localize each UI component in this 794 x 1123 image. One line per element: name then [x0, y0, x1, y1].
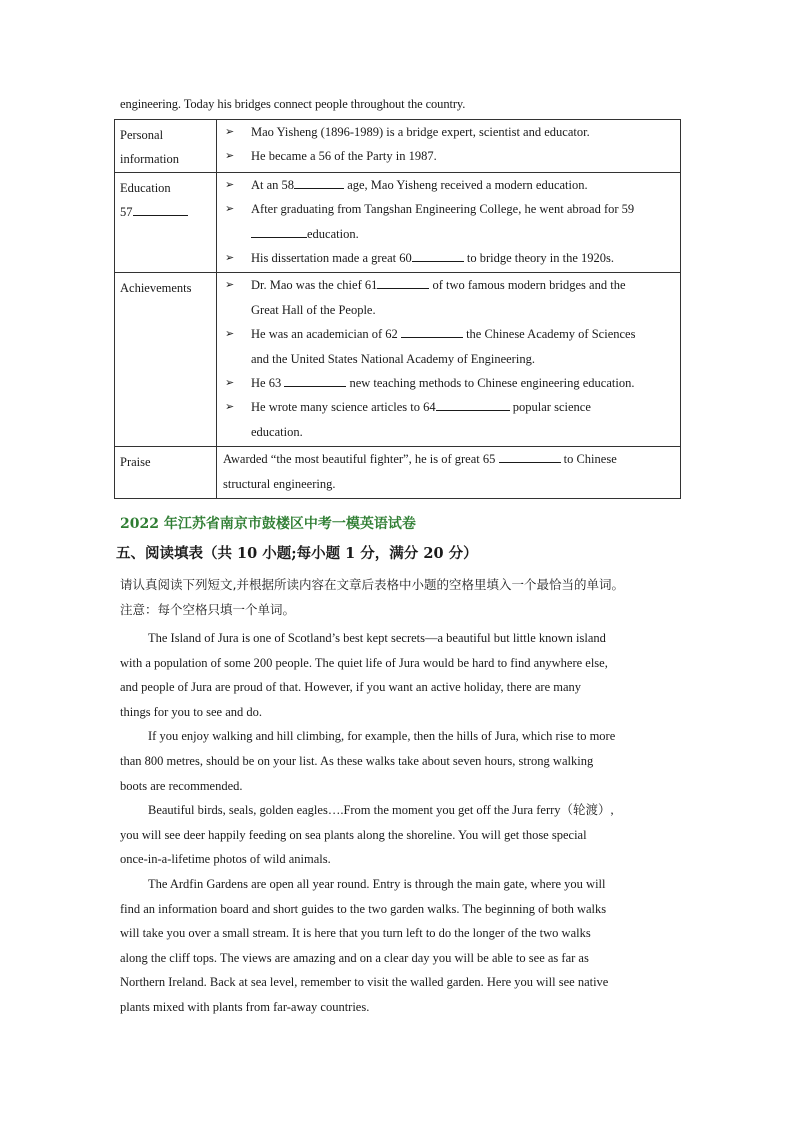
arrow-bullet-icon: ➢ — [225, 400, 235, 414]
paragraph: The Ardfin Gardens are open all year round. Entry is through the main gate, where you will find an information board and short guides to the two garden walks. The beginning of both walks will take you over a small stream. It is here that you turn left to do the longer of the two walks along the cliff tops. The views are amazing and on a clear day you will be able to see as far as Northern Ireland. Back at sea level, remember to visit the walled garden. Here you will see native plants mixed with plants from far-away countries. — [120, 876, 609, 1014]
content-cell — [217, 273, 681, 447]
category-label: Personal — [120, 128, 164, 142]
list-item: ➢ Dr. Mao was the chief 61 of two famous modern bridges and the Great Hall of the People. — [223, 273, 674, 322]
paragraph: The Island of Jura is one of Scotland’s best kept secrets—a beautiful but little known island with a population of some 200 people. The quiet life of Jura would be hard to find anywhere else, and people of Jura are proud of that. However, if you want an active holiday, there are many things for you to see and do. — [120, 631, 608, 719]
category-label: Praise — [120, 455, 151, 470]
list-item: ➢ After graduating from Tangshan Engineering College, he went abroad for 59 education. — [223, 197, 674, 246]
answer-blank[interactable] — [377, 275, 429, 289]
instruction-text: 请认真阅读下列短文,并根据所读内容在文章后表格中小题的空格里填入一个最恰当的单词。 — [120, 577, 624, 592]
arrow-bullet-icon: ➢ — [225, 149, 235, 163]
list-item: ➢ His dissertation made a great 60 to bridge theory in the 1920s. — [223, 246, 674, 270]
content-cell — [217, 447, 681, 499]
category-cell — [115, 273, 217, 447]
category-cell — [115, 172, 217, 273]
answer-blank[interactable] — [436, 397, 510, 411]
exam-title: 2022 年江苏省南京市鼓楼区中考一模英语试卷 — [120, 516, 416, 532]
praise-text: Awarded “the most beautiful fighter”, he is of great 65 to Chinese structural engineering. — [223, 447, 674, 496]
list-item: ➢ He wrote many science articles to 64 popular science education. — [223, 395, 674, 444]
table-row — [115, 273, 681, 447]
note-text: 注意：每个空格只填一个单词。 — [120, 602, 296, 617]
arrow-bullet-icon: ➢ — [225, 278, 235, 292]
category-cell — [115, 120, 217, 173]
category-label: Education — [120, 180, 171, 195]
paragraph: Beautiful birds, seals, golden eagles….From the moment you get off the Jura ferry（轮渡）, you will see deer happily feeding on sea plants along the shoreline. You will get those special once-in-a-lifetime photos of wild animals. — [120, 803, 614, 867]
answer-blank[interactable] — [251, 224, 307, 238]
answer-blank[interactable] — [401, 324, 463, 338]
answer-blank[interactable] — [294, 175, 344, 189]
arrow-bullet-icon: ➢ — [225, 125, 235, 138]
content-cell — [217, 120, 681, 173]
answer-blank[interactable] — [499, 449, 561, 463]
table-row — [115, 120, 681, 173]
list-item: ➢ He was an academician of 62 the Chinese Academy of Sciences and the United States National Academy of Engineering. — [223, 322, 674, 371]
list-item: ➢ He became a 56 of the Party in 1987. — [223, 144, 674, 168]
arrow-bullet-icon: ➢ — [225, 327, 235, 341]
arrow-bullet-icon: ➢ — [225, 251, 235, 265]
category-label: Achievements — [120, 281, 192, 296]
answer-blank[interactable] — [284, 373, 346, 387]
arrow-bullet-icon: ➢ — [225, 202, 235, 216]
paragraph: If you enjoy walking and hill climbing, for example, then the hills of Jura, which rise to more than 800 metres, should be on your list. As these walks take about seven hours, strong walking boots are recommended. — [120, 729, 616, 793]
section-title: 五、阅读填表（共 10 小题;每小题 1 分，满分 20 分） — [116, 545, 478, 562]
table-row — [115, 447, 681, 499]
category-cell — [115, 447, 217, 499]
info-table — [114, 119, 681, 499]
list-item: ➢ At an 58 age, Mao Yisheng received a modern education. — [223, 173, 674, 197]
list-item: ➢ He 63 new teaching methods to Chinese engineering education. — [223, 371, 674, 395]
content-cell — [217, 172, 681, 273]
category-label: information — [120, 152, 180, 167]
answer-blank[interactable] — [412, 248, 464, 262]
reading-passage — [120, 626, 680, 1020]
category-label: 57 — [120, 200, 212, 224]
arrow-bullet-icon: ➢ — [225, 177, 235, 191]
list-item: ➢ Mao Yisheng (1896-1989) is a bridge expert, scientist and educator. — [223, 120, 674, 144]
arrow-bullet-icon: ➢ — [225, 376, 235, 390]
answer-blank[interactable] — [133, 202, 188, 216]
table-row — [115, 172, 681, 273]
intro-line: engineering. Today his bridges connect people throughout the country. — [120, 97, 466, 111]
